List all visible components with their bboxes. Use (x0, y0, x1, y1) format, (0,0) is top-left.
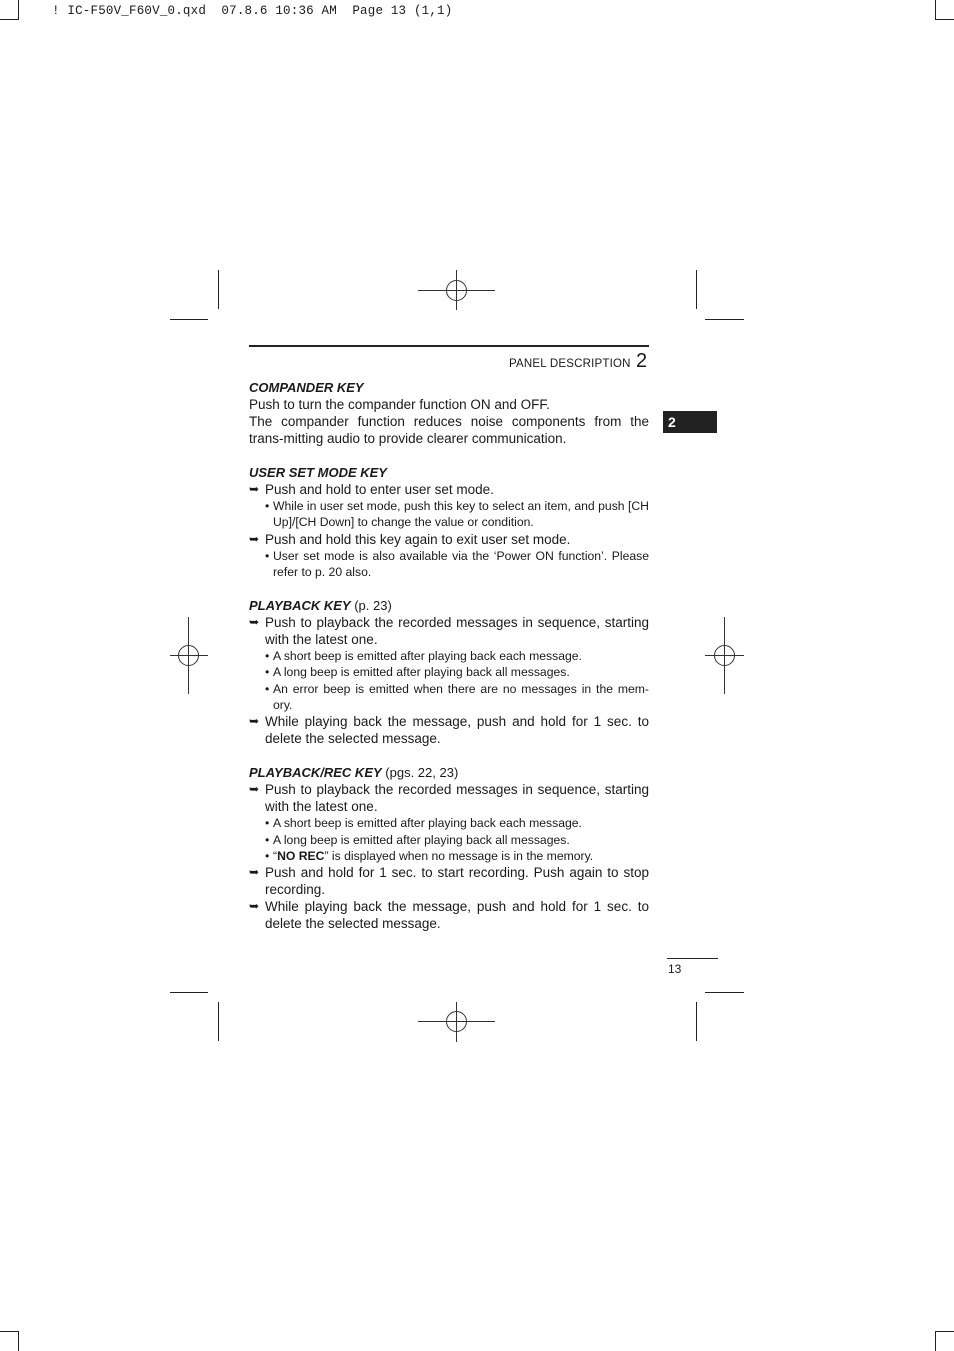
arrow-icon: ➥ (249, 782, 260, 797)
section-title: PLAYBACK KEY (p. 23) (249, 598, 392, 614)
bullet-icon: • (265, 499, 270, 513)
bullet-item: • While in user set mode, push this key to select an item, and push [CH Up]/[CH Down] to change the value or condition. (265, 499, 649, 530)
compander-key-section (249, 378, 649, 447)
crop-mark (18, 0, 19, 20)
trim-mark (705, 992, 744, 993)
arrow-icon: ➥ (249, 865, 260, 880)
arrow-icon: ➥ (249, 714, 260, 729)
arrow-item: ➥ Push and hold this key again to exit user set mode. (249, 531, 571, 547)
crop-mark (935, 0, 936, 20)
header-rule (249, 345, 649, 347)
bullet-item: • User set mode is also available via the ‘Power ON function’. Please refer to p. 20 also. (265, 548, 649, 579)
page-reference: (pgs. 22, 23) (381, 765, 459, 781)
display-text: NO REC (277, 848, 325, 863)
arrow-item: ➥ Push and hold for 1 sec. to start recording. Push again to stop recording. (249, 865, 649, 898)
bullet-item: • A short beep is emitted after playing back each message. (265, 649, 582, 664)
bullet-icon: • (265, 665, 270, 680)
bullet-item: • An error beep is emitted when there are no messages in the mem-ory. (265, 681, 649, 713)
file-slug: ! IC-F50V_F60V_0.qxd 07.8.6 10:36 AM Page 13 (1,1) (52, 4, 453, 18)
page-content (249, 378, 649, 948)
bullet-icon: • (265, 816, 270, 831)
user-set-mode-key-section (249, 463, 649, 580)
arrow-item: ➥ Push to playback the recorded messages in sequence, starting with the latest one. (249, 615, 649, 648)
crop-mark (935, 1331, 954, 1332)
arrow-item: ➥ Push to playback the recorded messages in sequence, starting with the latest one. (249, 782, 649, 815)
chapter-number: 2 (636, 350, 648, 372)
arrow-icon: ➥ (249, 531, 260, 546)
crop-mark (18, 1331, 19, 1351)
section-title: USER SET MODE KEY (249, 465, 387, 480)
footer-rule (667, 958, 718, 959)
bullet-item: • A long beep is emitted after playing back all messages. (265, 832, 570, 847)
section-header: PANEL DESCRIPTION (509, 358, 631, 370)
paragraph: Push to turn the compander function ON and OFF. (249, 397, 550, 412)
bullet-icon: • (265, 649, 270, 664)
trim-mark (218, 1002, 219, 1041)
crop-mark (935, 19, 954, 20)
arrow-icon: ➥ (249, 899, 260, 914)
trim-mark (170, 319, 208, 320)
bullet-icon: • (265, 681, 270, 696)
chapter-tab: 2 (663, 411, 717, 433)
arrow-item: ➥ While playing back the message, push and hold for 1 sec. to delete the selected message. (249, 899, 649, 932)
bullet-item: • A long beep is emitted after playing back all messages. (265, 665, 570, 680)
bullet-icon: • (265, 548, 270, 563)
paragraph: The compander function reduces noise components from the trans-mitting audio to provide clearer communication. (249, 414, 649, 446)
trim-mark (696, 1002, 697, 1041)
bullet-item: • A short beep is emitted after playing back each message. (265, 816, 582, 831)
playback-rec-key-section (249, 763, 649, 932)
arrow-item: ➥ Push and hold to enter user set mode. (249, 482, 494, 497)
page-reference: (p. 23) (350, 598, 392, 614)
trim-mark (218, 270, 219, 309)
trim-mark (696, 270, 697, 309)
arrow-item: ➥ While playing back the message, push and hold for 1 sec. to delete the selected message. (249, 714, 649, 747)
page-number: 13 (668, 962, 682, 976)
crop-mark (0, 1331, 19, 1332)
arrow-icon: ➥ (249, 482, 260, 496)
bullet-icon: • (265, 832, 270, 847)
bullet-icon: • (265, 848, 270, 863)
section-title: PLAYBACK/REC KEY (pgs. 22, 23) (249, 765, 459, 781)
section-title: COMPANDER KEY (249, 380, 364, 395)
arrow-icon: ➥ (249, 615, 260, 630)
trim-mark (705, 319, 744, 320)
crop-mark (0, 19, 19, 20)
bullet-item: • “NO REC” is displayed when no message is in the memory. (265, 848, 594, 863)
playback-key-section (249, 596, 649, 747)
crop-mark (935, 1331, 936, 1351)
trim-mark (170, 992, 208, 993)
